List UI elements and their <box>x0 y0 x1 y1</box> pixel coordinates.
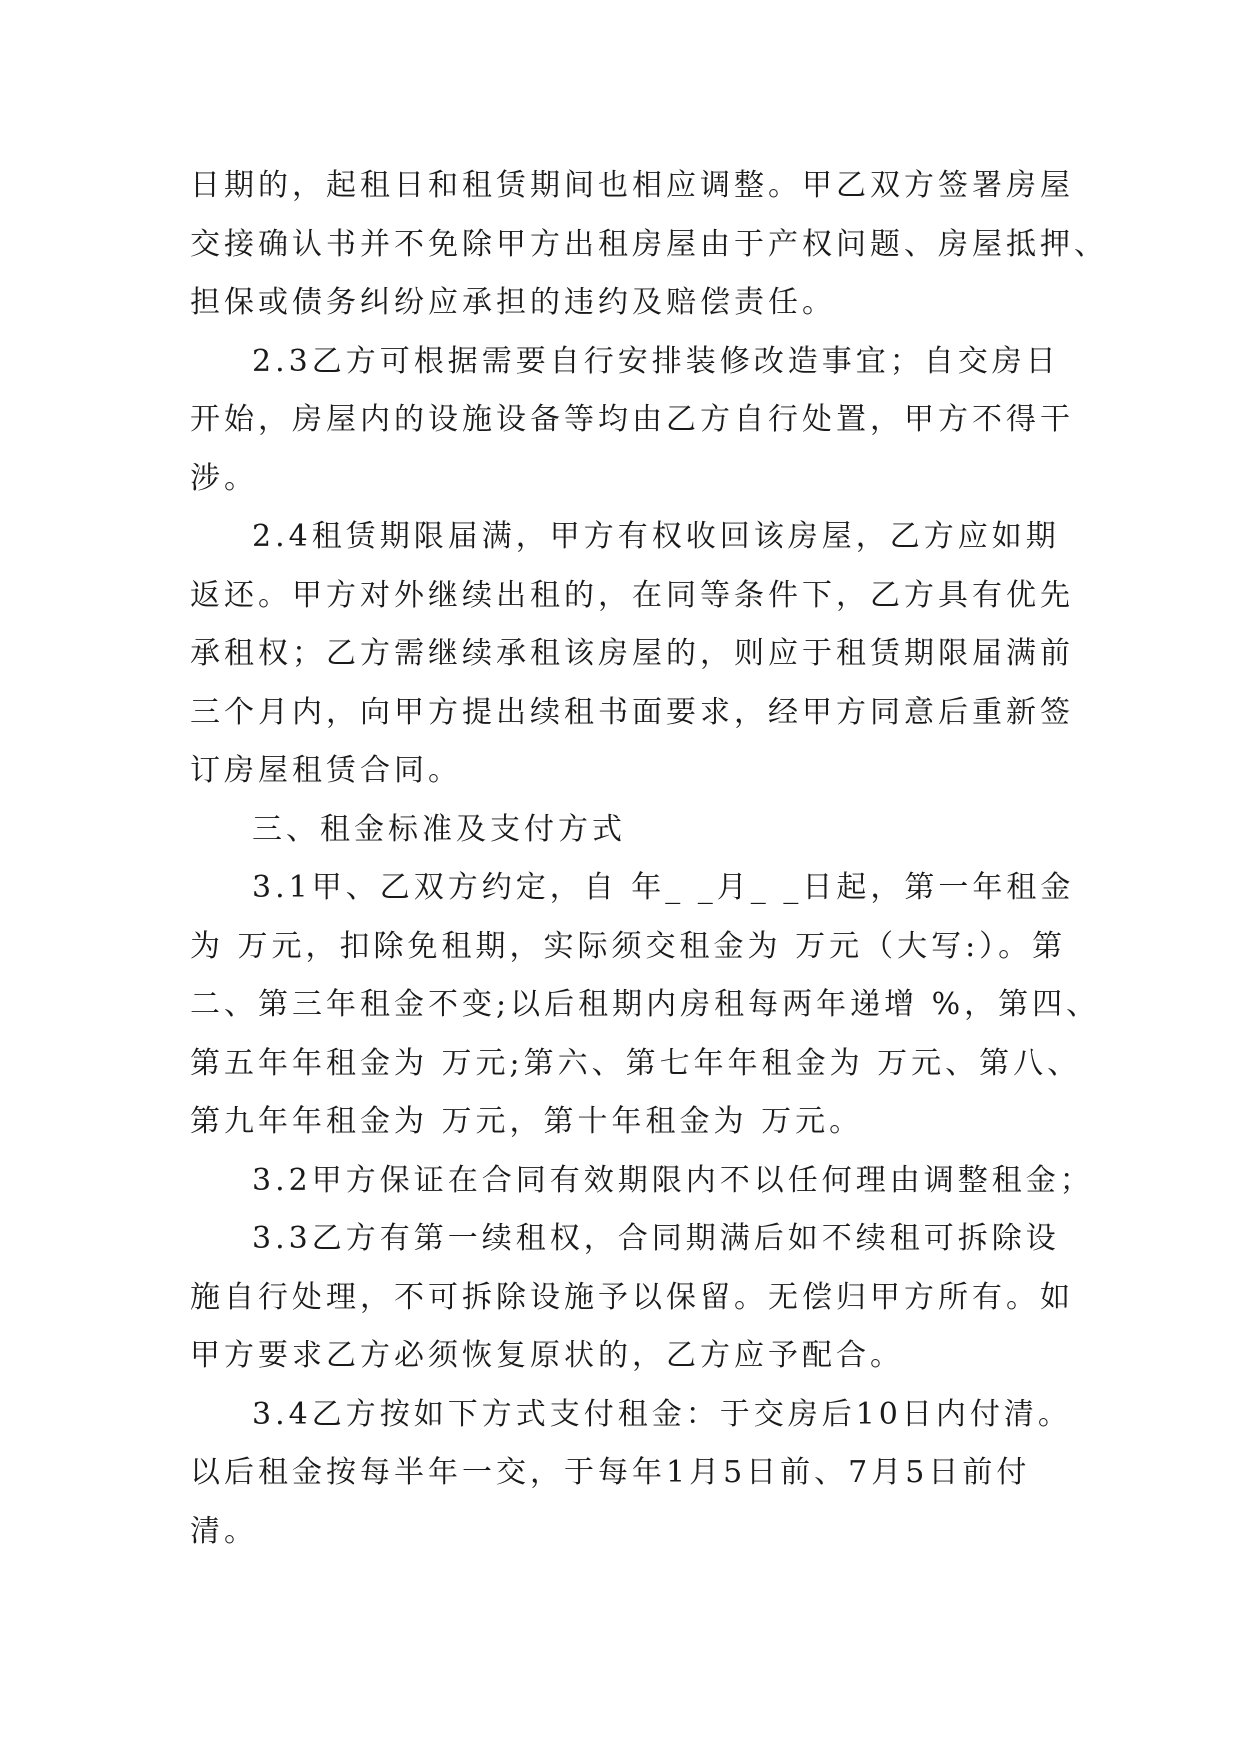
text-line: 3.4乙方按如下方式支付租金：于交房后10日内付清。 <box>252 1397 1072 1432</box>
text-line: 3.3乙方有第一续租权，合同期满后如不续租可拆除设 <box>252 1221 1060 1256</box>
text-line: 订房屋租赁合同。 <box>190 753 462 788</box>
text-line: 为 万元，扣除免租期，实际须交租金为 万元（大写:）。第 <box>190 929 1067 964</box>
text-line: 涉。 <box>190 461 258 496</box>
text-line: 2.4租赁期限届满，甲方有权收回该房屋，乙方应如期 <box>252 519 1060 554</box>
text-line: 返还。甲方对外继续出租的，在同等条件下，乙方具有优先 <box>190 578 1074 613</box>
text-line: 二、第三年租金不变;以后租期内房租每两年递增 %，第四、 <box>190 987 1101 1022</box>
text-line: 以后租金按每半年一交，于每年1月5日前、7月5日前付 <box>190 1455 1031 1490</box>
text-line: 交接确认书并不免除甲方出租房屋由于产权问题、房屋抵押、 <box>190 227 1108 262</box>
text-line: 3.1甲、乙双方约定，自 年_ _月_ _日起，第一年租金 <box>252 870 1075 905</box>
text-line: 承租权；乙方需继续承租该房屋的，则应于租赁期限届满前 <box>190 636 1074 671</box>
text-line: 三个月内，向甲方提出续租书面要求，经甲方同意后重新签 <box>190 695 1074 730</box>
text-line: 施自行处理，不可拆除设施予以保留。无偿归甲方所有。如 <box>190 1280 1074 1315</box>
text-line: 日期的，起租日和租赁期间也相应调整。甲乙双方签署房屋 <box>190 168 1074 203</box>
text-line: 担保或债务纠纷应承担的违约及赔偿责任。 <box>190 285 836 320</box>
section-heading: 三、租金标准及支付方式 <box>252 812 626 847</box>
text-line: 3.2甲方保证在合同有效期限内不以任何理由调整租金； <box>252 1163 1094 1198</box>
text-line: 2.3乙方可根据需要自行安排装修改造事宜；自交房日 <box>252 344 1060 379</box>
text-line: 第五年年租金为 万元;第六、第七年年租金为 万元、第八、 <box>190 1046 1082 1081</box>
text-line: 开始，房屋内的设施设备等均由乙方自行处置，甲方不得干 <box>190 402 1074 437</box>
text-line: 清。 <box>190 1514 258 1549</box>
text-line: 第九年年租金为 万元，第十年租金为 万元。 <box>190 1104 864 1139</box>
text-line: 甲方要求乙方必须恢复原状的，乙方应予配合。 <box>190 1338 904 1373</box>
